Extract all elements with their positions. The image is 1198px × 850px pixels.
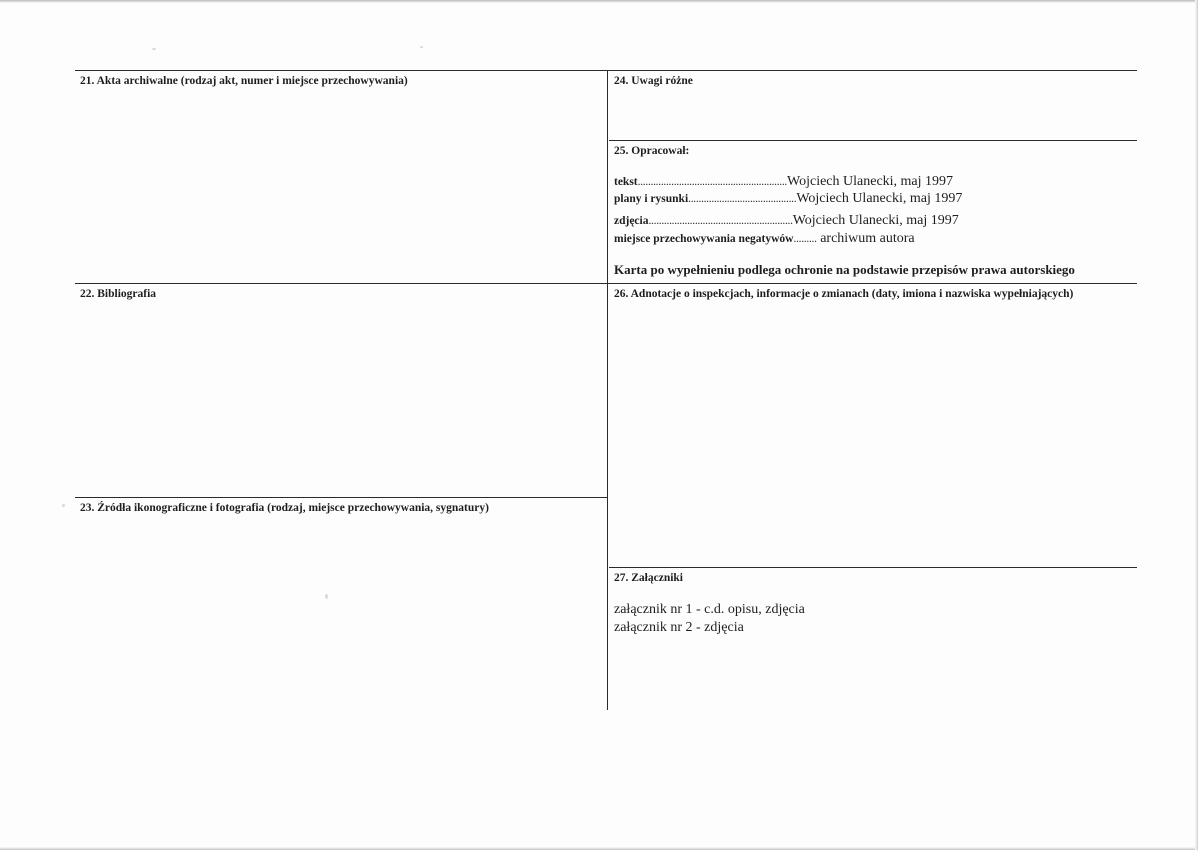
author-row-key: plany i rysunki	[614, 193, 689, 205]
author-row-value: Wojciech Ulanecki, maj 1997	[796, 191, 963, 206]
rule-24-25	[609, 140, 1137, 141]
leader-dots: ........................................................	[648, 215, 793, 227]
attachment-item: załącznik nr 1 - c.d. opisu, zdjęcia	[614, 602, 805, 617]
form-top-rule	[75, 70, 1137, 71]
scan-speck	[62, 504, 65, 507]
author-row-key: zdjęcia	[614, 215, 649, 227]
author-row-value: archiwum autora	[816, 231, 915, 246]
author-row-key: miejsce przechowywania negatywów	[614, 233, 794, 245]
section-22-label: 22. Bibliografia	[80, 288, 157, 300]
section-21-label: 21. Akta archiwalne (rodzaj akt, numer i miejsce przechowywania)	[80, 75, 408, 87]
author-row-photos	[614, 213, 1034, 229]
section-25-label: 25. Opracował:	[614, 145, 690, 157]
scan-speck	[325, 594, 328, 599]
rule-middle	[75, 283, 1137, 284]
author-row-value: Wojciech Ulanecki, maj 1997	[787, 174, 954, 189]
page-edge-top	[0, 0, 1198, 3]
leader-dots: .........	[793, 233, 817, 245]
section-27-label: 27. Załączniki	[614, 572, 684, 584]
attachment-item: załącznik nr 2 - zdjęcia	[614, 620, 744, 635]
leader-dots: ..........................................................	[637, 176, 787, 188]
section-26-label: 26. Adnotacje o inspekcjach, informacje o zmianach (daty, imiona i nazwiska wypełniających)	[614, 288, 1074, 300]
author-row-text	[614, 174, 1034, 190]
author-row-key: tekst	[614, 176, 638, 188]
author-row-negatives	[614, 231, 1034, 247]
leader-dots: ..........................................	[688, 193, 797, 205]
scan-speck	[420, 46, 423, 48]
copyright-notice: Karta po wypełnieniu podlega ochronie na podstawie przepisów prawa autorskiego	[614, 262, 1075, 277]
rule-22-23	[75, 497, 608, 498]
section-23-label: 23. Źródła ikonograficzne i fotografia (rodzaj, miejsce przechowywania, sygnatury)	[80, 502, 489, 514]
section-24-label: 24. Uwagi różne	[614, 75, 693, 87]
rule-26-27	[609, 567, 1137, 568]
scan-speck	[152, 48, 156, 50]
author-row-drawings	[614, 191, 1034, 207]
form-center-divider	[607, 70, 608, 710]
author-row-value: Wojciech Ulanecki, maj 1997	[792, 213, 959, 228]
